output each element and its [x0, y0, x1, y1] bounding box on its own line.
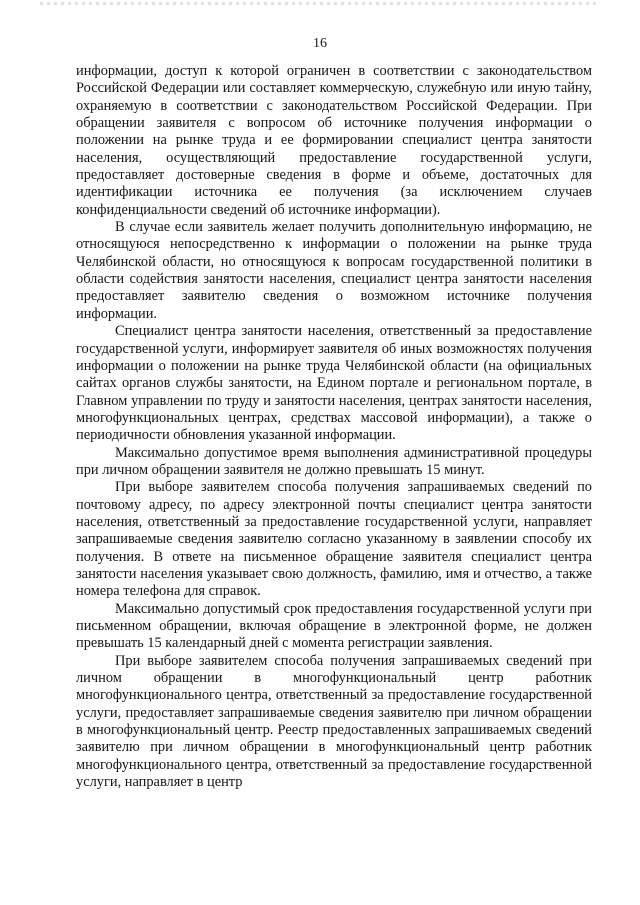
paragraph-2: В случае если заявитель желает получить дополнительную информацию, не относящуюся непосредственно к информации о положении на рынке труда Челябинской области, но относящуюся к вопросам государственной политики в области содействия занятости населения, специалист центра занятости населения предоставляет заявителю сведения о возможном источнике получения информации.: [76, 219, 592, 322]
document-body: [76, 63, 592, 791]
paragraph-1: информации, доступ к которой ограничен в соответствии с законодательством Российской Федерации или составляет коммерческую, служебную или иную тайну, охраняемую в соответствии с законодательством Российской Федерации. При обращении заявителя с вопросом об источнике получения информации о положении на рынке труда и ее формировании специалист центра занятости населения, осуществляющий предоставление государственной услуги, предоставляет достоверные сведения в форме и объеме, достаточных для идентификации источника ее получения (за исключением случаев конфиденциальности сведений об источнике информации).: [76, 63, 592, 218]
paragraph-7: При выборе заявителем способа получения запрашиваемых сведений при личном обращении в многофункциональный центр работник многофункционального центра, ответственный за предоставление государственной услуги, предоставляет запрашиваемые сведения заявителю при личном обращении в многофункциональный центр. Реестр предоставленных запрашиваемых сведений заявителю при личном обращении в многофункциональный центр работник многофункционального центра, ответственный за предоставление государственной услуги, направляет в центр: [76, 652, 592, 791]
paragraph-6: Максимально допустимый срок предоставления государственной услуги при письменном обращении, включая обращение в электронной форме, не должен превышать 15 календарный дней с момента регистрации заявления.: [76, 600, 592, 652]
paragraph-4: Максимально допустимое время выполнения административной процедуры при личном обращении заявителя не должно превышать 15 минут.: [76, 444, 592, 478]
page-number: 16: [313, 36, 327, 51]
paragraph-5: При выборе заявителем способа получения запрашиваемых сведений по почтовому адресу, по адресу электронной почты специалист центра занятости населения, ответственный за предоставление государственной услуги, направляет запрашиваемые сведения заявителю согласно указанному в заявлении способу их получения. В ответе на письменное обращение заявителя специалист центра занятости населения указывает свою должность, фамилию, имя и отчество, а также номера телефона для справок.: [76, 479, 592, 600]
paragraph-3: Специалист центра занятости населения, ответственный за предоставление государственной услуги, информирует заявителя об иных возможностях получения информации о положении на рынке труда Челябинской области (на официальных сайтах органов службы занятости, на Едином портале и региональном портале, в Главном управлении по труду и занятости населения, центрах занятости населения, многофункциональных центрах, средствах массовой информации), а также о периодичности обновления указанной информации.: [76, 323, 592, 444]
scan-artifact: [40, 2, 600, 5]
